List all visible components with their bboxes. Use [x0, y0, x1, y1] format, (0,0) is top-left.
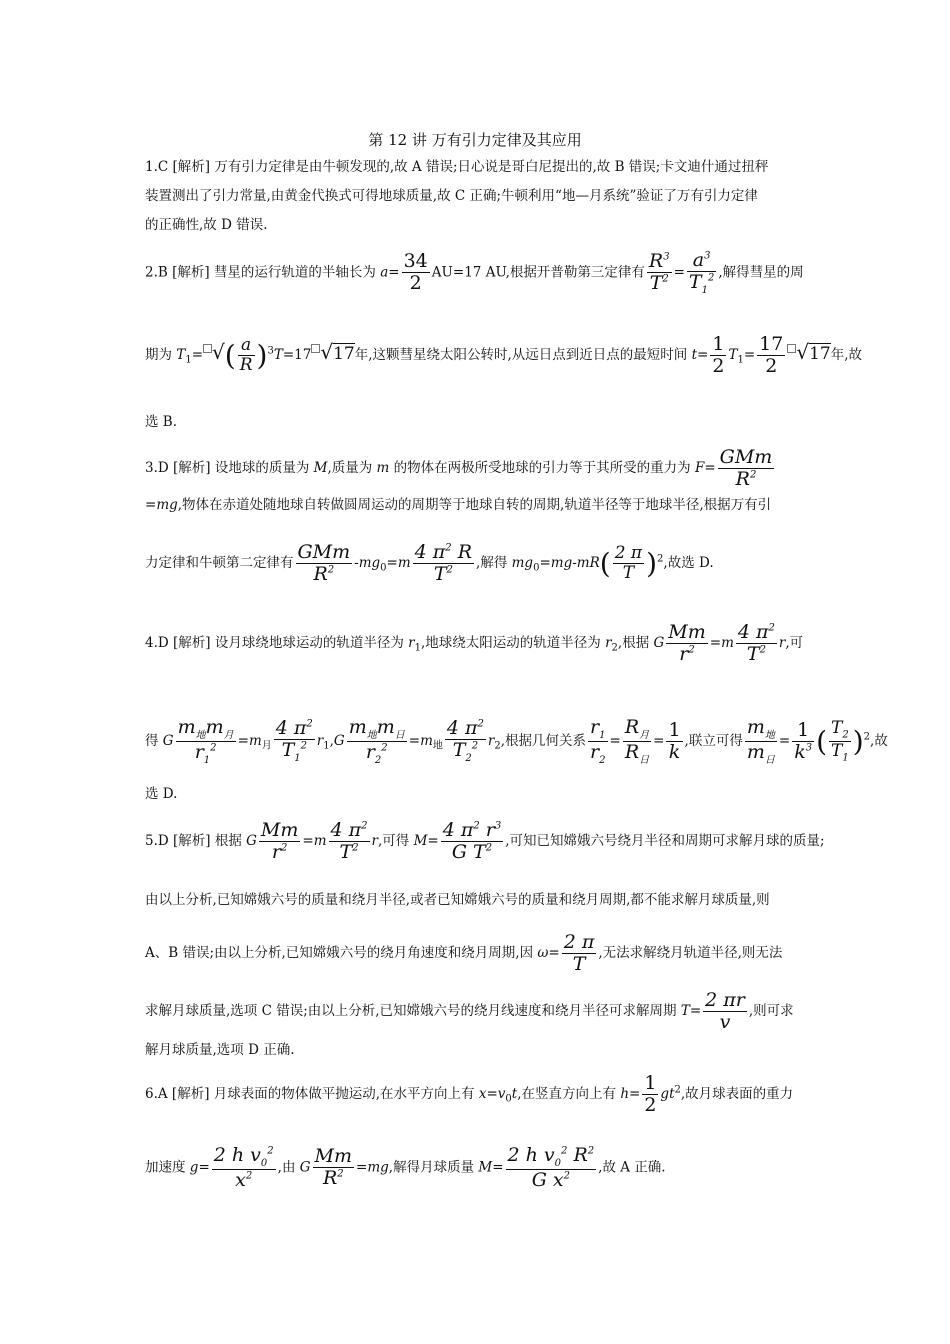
fraction: $\frac{\text{GMm}}{R^2}$: [297, 541, 351, 585]
fraction: $\frac{a}{R}$: [239, 335, 253, 375]
fraction: $\frac{r_1}{r_2}$: [590, 716, 606, 766]
fraction: $\frac{4 \pi^2 r^3}{G T^2}$: [442, 819, 502, 863]
answer-5-line-5: 解月球质量,选项 D 正确.: [145, 1042, 295, 1058]
fraction: $\frac{4 \pi^2}{T^2}$: [330, 819, 368, 863]
answer-1-line-3: 的正确性,故 D 错误.: [145, 217, 268, 233]
fraction: $\frac{Mm}{R^2}$: [314, 1145, 353, 1190]
fraction: $\frac{1}{k^3}$: [794, 718, 813, 763]
answer-3-line-3: 力定律和牛顿第二定律有 $\frac{\text{GMm}}{R^2}$ $-mg_0=m$ $\frac{4 \pi^2 R}{T^2}$ ,解得 $mg_0=mg-mR$( $\frac{2 \pi}{T}$ )$^2$,故选 D.: [145, 541, 714, 585]
fraction: $\frac{a^3}{T_1^2}$: [688, 249, 715, 296]
answer-6-line-2: 加速度 g= $\frac{2 h v_0^2}{x^2}$ ,由 G $\frac{Mm}{R^2}$ =mg,解得月球质量 M= $\frac{2 h v_0^2 R^2}{G x^2}$ ,故 A 正确.: [145, 1144, 666, 1191]
fraction: $\frac{R^3}{T^2}$: [648, 250, 670, 295]
fraction: $\frac{m_地m_日}{r_2^2}$: [348, 716, 405, 766]
fraction: $\frac{2 \pi}{T}$: [614, 543, 643, 583]
fraction: $\frac{2 h v_0^2}{x^2}$: [213, 1144, 274, 1191]
fraction: $\frac{m_地m_月}{r_1^2}$: [177, 716, 234, 766]
fraction: $\frac{R_月}{R_日}$: [624, 716, 650, 766]
fraction: $\frac{T_2}{T_1}$: [831, 718, 849, 764]
fraction: $\frac{Mm}{r^2}$: [668, 621, 706, 665]
fraction: $\frac{m_地}{m_日}$: [746, 716, 775, 766]
answer-5-line-2: 由以上分析,已知嫦娥六号的质量和绕月半径,或者已知嫦娥六号的质量和绕月周期,都不能求解月球质量,则: [145, 892, 770, 908]
fraction: $\frac{17}{2}$: [759, 333, 784, 377]
fraction: $\frac{Mm}{r^2}$: [260, 819, 299, 863]
answer-5-line-4: 求解月球质量,选项 C 错误;由以上分析,已知嫦娥六号的绕月线速度和绕月半径可求解周期 T= $\frac{2 \pi r}{v}$ ,则可求: [145, 989, 794, 1033]
fraction: $\frac{1}{k}$: [668, 718, 681, 763]
fraction: $\frac{4 \pi^2}{T^2}$: [737, 621, 775, 665]
answer-2-line-1: 2.B [解析] 彗星的运行轨道的半轴长为 a= $\frac{34}{2}$ AU=17 AU,根据开普勒第三定律有 $\frac{R^3}{T^2}$ = $\frac{a^3}{T_1^2}$ ,解得彗星的周: [145, 249, 804, 296]
fraction: $\frac{1}{2}$: [712, 333, 725, 377]
fraction: $\frac{2 h v_0^2 R^2}{G x^2}$: [507, 1144, 595, 1191]
fraction: $\frac{34}{2}$: [403, 250, 428, 295]
answer-1-line-2: 装置测出了引力常量,由黄金代换式可得地球质量,故 C 正确;牛顿利用“地—月系统”验证了万有引力定律: [145, 188, 758, 204]
answer-2-line-2: 期为 $T_1=$ √( $\frac{a}{R}$ )$^3$T=17 √17年,这颗彗星绕太阳公转时,从远日点到近日点的最短时间 t= $\frac{1}{2}$ $T_1=$ $\frac{17}{2}$ √17年,故: [145, 333, 863, 377]
answer-5-line-3: A、B 错误;由以上分析,已知嫦娥六号的绕月角速度和绕月周期,因 ω= $\frac{2 \pi}{T}$ ,无法求解绕月轨道半径,则无法: [145, 931, 783, 975]
answer-4-line-1: 4.D [解析] 设月球绕地球运动的轨道半径为 $r_1$,地球绕太阳运动的轨道半径为 $r_2$,根据 G $\frac{Mm}{r^2}$ =m $\frac{4 \pi^2}{T^2}$ r,可: [145, 621, 804, 665]
fraction: $\frac{1}{2}$: [644, 1072, 657, 1116]
answer-4-line-3: 选 D.: [145, 786, 178, 802]
fraction: $\frac{2 \pi r}{v}$: [705, 989, 745, 1033]
answer-6-line-1: 6.A [解析] 月球表面的物体做平抛运动,在水平方向上有 $x=v_0t$,在竖直方向上有 h= $\frac{1}{2}$ $gt^2$,故月球表面的重力: [145, 1072, 794, 1116]
fraction: $\frac{4 \pi^2 R}{T^2}$: [414, 541, 473, 585]
answer-4-line-2: 得 G $\frac{m_地m_月}{r_1^2}$ $=m_月$ $\frac{4 \pi^2}{T_1^2}$ $r_1,G$ $\frac{m_地m_日}{r_2^2}$ $=m_地$ $\frac{4 \pi^2}{T_2^2}$ $r_2$,根据几何关系 $\frac{r_1}{r_2}$ = $\frac{R_月}{R_日}$ = $\frac{1}{k}$ ,联立可得 $\frac{m_地}{m_日}$ = $\frac{1}{k^3}$ ( $\frac{T_2}{T_1}$ )$^2$,故: [145, 716, 888, 766]
fraction: $\frac{4 \pi^2}{T_1^2}$: [275, 717, 313, 765]
answer-3-line-1: 3.D [解析] 设地球的质量为 M,质量为 m 的物体在两极所受地球的引力等于其所受的重力为 F= $\frac{\text{GMm}}{R^2}$: [145, 446, 773, 490]
fraction: $\frac{2 \pi}{T}$: [563, 931, 595, 975]
fraction: $\frac{\text{GMm}}{R^2}$: [719, 446, 773, 490]
answer-2-line-3: 选 B.: [145, 414, 178, 430]
fraction: $\frac{4 \pi^2}{T_2^2}$: [446, 717, 484, 765]
answer-3-line-2: =mg,物体在赤道处随地球自转做圆周运动的周期等于地球自转的周期,轨道半径等于地球半径,根据万有引: [145, 497, 772, 513]
page-title: 第 12 讲 万有引力定律及其应用: [368, 131, 582, 149]
answer-5-line-1: 5.D [解析] 根据 G $\frac{Mm}{r^2}$ =m $\frac{4 \pi^2}{T^2}$ r,可得 M= $\frac{4 \pi^2 r^3}{G T^2}$ ,可知已知嫦娥六号绕月半径和周期可求解月球的质量;: [145, 819, 825, 863]
answer-1-line-1: 1.C [解析] 万有引力定律是由牛顿发现的,故 A 错误;日心说是哥白尼提出的,故 B 错误;卡文迪什通过扭秤: [145, 159, 769, 175]
